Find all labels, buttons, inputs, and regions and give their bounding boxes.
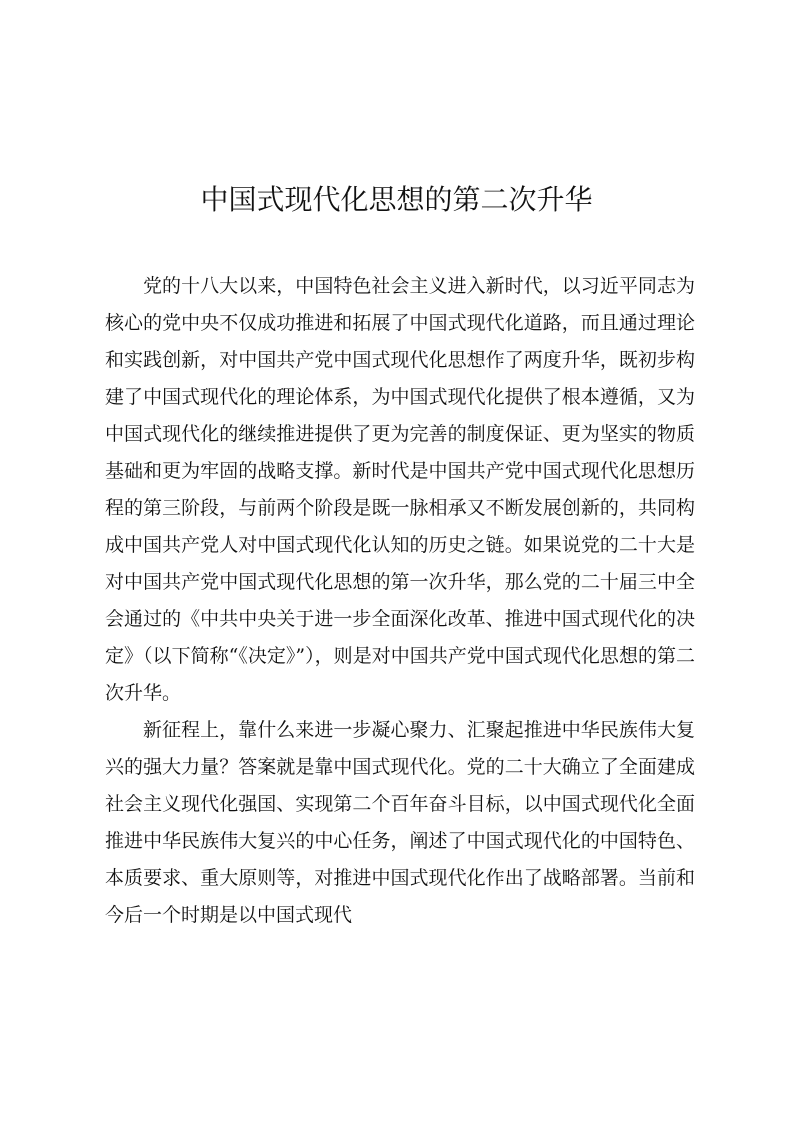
document-body (105, 268, 695, 934)
document-title: 中国式现代化思想的第二次升华 (200, 183, 593, 216)
paragraph-2: 新征程上，靠什么来进一步凝心聚力、汇聚起推进中华民族伟大复兴的强大力量？答案就是靠中国式现代化。党的二十大确立了全面建成社会主义现代化强国、实现第二个百年奋斗目标，以中国式现代化全面推进中华民族伟大复兴的中心任务，阐述了中国式现代化的中国特色、本质要求、重大原则等，对推进中国式现代化作出了战略部署。当前和今后一个时期是以中国式现代 (105, 719, 695, 926)
paragraph-1: 党的十八大以来，中国特色社会主义进入新时代，以习近平同志为核心的党中央不仅成功推进和拓展了中国式现代化道路，而且通过理论和实践创新，对中国共产党中国式现代化思想作了两度升华，既初步构建了中国式现代化的理论体系，为中国式现代化提供了根本遵循，又为中国式现代化的继续推进提供了更为完善的制度保证、更为坚实的物质基础和更为牢固的战略支撑。新时代是中国共产党中国式现代化思想历程的第三阶段，与前两个阶段是既一脉相承又不断发展创新的，共同构成中国共产党人对中国式现代化认知的历史之链。如果说党的二十大是对中国共产党中国式现代化思想的第一次升华，那么党的二十届三中全会通过的《中共中央关于进一步全面深化改革、推进中国式现代化的决定》（以下简称“《决定》”），则是对中国共产党中国式现代化思想的第二次升华。 (105, 275, 695, 704)
